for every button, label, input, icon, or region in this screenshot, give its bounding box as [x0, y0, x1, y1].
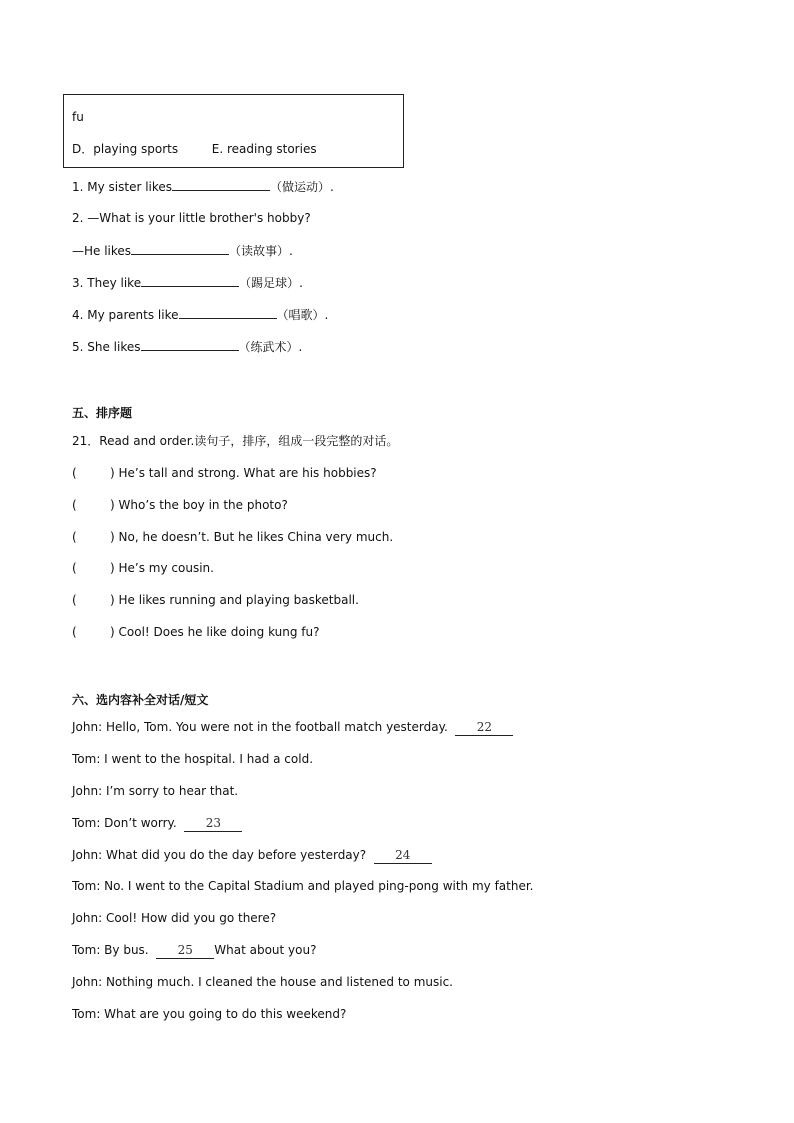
question-text: —He likes — [72, 244, 132, 258]
dialogue-line — [72, 942, 316, 959]
order-close: ) — [110, 561, 115, 575]
fill-question-5 — [72, 338, 302, 355]
order-close: ) — [110, 498, 115, 512]
answer-blank[interactable] — [141, 274, 239, 287]
dialogue-text: Tom: No. I went to the Capital Stadium and played ping-pong with my father. — [72, 879, 534, 893]
dialogue-text: John: I’m sorry to hear that. — [72, 784, 239, 798]
dialogue-line — [72, 783, 238, 799]
order-text: Who’s the boy in the photo? — [118, 498, 288, 512]
order-open[interactable]: ( — [72, 498, 77, 512]
dialogue-line — [72, 1006, 346, 1022]
fill-question-3 — [72, 274, 303, 291]
numbered-blank[interactable]: 22 — [455, 719, 513, 736]
dialogue-line — [72, 974, 453, 990]
order-text: No, he doesn’t. But he likes China very much. — [118, 530, 394, 544]
numbered-blank[interactable]: 24 — [374, 847, 432, 864]
numbered-blank[interactable]: 25 — [156, 942, 214, 959]
answer-blank[interactable] — [172, 178, 270, 191]
order-item — [72, 624, 320, 640]
order-item — [72, 560, 214, 576]
dialogue-line — [72, 910, 276, 926]
numbered-blank[interactable]: 23 — [184, 815, 242, 832]
order-text: Cool! Does he like doing kung fu? — [118, 625, 320, 639]
answer-blank[interactable] — [179, 306, 277, 319]
dialogue-text: Tom: Don’t worry. — [72, 816, 177, 830]
dialogue-text: John: What did you do the day before yesterday? — [72, 848, 367, 862]
fill-question-1 — [72, 178, 334, 195]
dialogue-line — [72, 847, 432, 864]
order-close: ) — [110, 530, 115, 544]
section-instruction: 21．Read and order.读句子，排序，组成一段完整的对话。 — [72, 434, 399, 448]
dialogue-text: Tom: What are you going to do this weekend? — [72, 1007, 347, 1021]
dialogue-text: John: Cool! How did you go there? — [72, 911, 277, 925]
dialogue-text: John: Nothing much. I cleaned the house and listened to music. — [72, 975, 453, 989]
order-close: ) — [110, 466, 115, 480]
order-text: He likes running and playing basketball. — [118, 593, 359, 607]
question-text: 4. My parents like — [72, 308, 179, 322]
fill-question-4 — [72, 306, 328, 323]
question-text: 2. —What is your little brother's hobby? — [72, 211, 311, 225]
order-close: ) — [110, 593, 115, 607]
option-d: D．playing sports — [72, 142, 179, 156]
question-text: 3. They like — [72, 276, 142, 290]
answer-blank[interactable] — [131, 242, 229, 255]
question-hint: （练武术）. — [238, 340, 303, 354]
fill-question-2 — [72, 210, 311, 226]
order-item — [72, 592, 359, 608]
option-row — [72, 141, 317, 157]
section-heading: 六、选内容补全对话/短文 — [72, 693, 209, 707]
order-open[interactable]: ( — [72, 561, 77, 575]
order-close: ) — [110, 625, 115, 639]
order-item — [72, 529, 393, 545]
order-open[interactable]: ( — [72, 466, 77, 480]
dialogue-line — [72, 815, 242, 832]
order-open[interactable]: ( — [72, 593, 77, 607]
question-hint: （踢足球）. — [239, 276, 303, 290]
dialogue-text: Tom: By bus. — [72, 943, 149, 957]
option-e: E. reading stories — [211, 142, 317, 156]
question-hint: （唱歌）. — [276, 308, 329, 322]
dialogue-text: John: Hello, Tom. You were not in the football match yesterday. — [72, 720, 448, 734]
order-item — [72, 497, 288, 513]
option-box — [63, 94, 404, 168]
question-hint: （读故事）. — [229, 244, 293, 258]
option-box-line: fu — [72, 110, 84, 124]
dialogue-line — [72, 878, 534, 894]
question-text: 1. My sister likes — [72, 180, 173, 194]
question-text: 5. She likes — [72, 340, 141, 354]
order-text: He’s tall and strong. What are his hobbies? — [118, 466, 377, 480]
answer-blank[interactable] — [141, 338, 239, 351]
question-hint: （做运动）. — [270, 180, 334, 194]
dialogue-text-after: What about you? — [214, 943, 317, 957]
order-open[interactable]: ( — [72, 625, 77, 639]
dialogue-line — [72, 751, 313, 767]
dialogue-text: Tom: I went to the hospital. I had a cold. — [72, 752, 314, 766]
dialogue-line — [72, 719, 513, 736]
order-text: He’s my cousin. — [118, 561, 214, 575]
fill-question-2-answer — [72, 242, 293, 259]
section-heading: 五、排序题 — [72, 406, 133, 420]
order-open[interactable]: ( — [72, 530, 77, 544]
order-item — [72, 465, 377, 481]
